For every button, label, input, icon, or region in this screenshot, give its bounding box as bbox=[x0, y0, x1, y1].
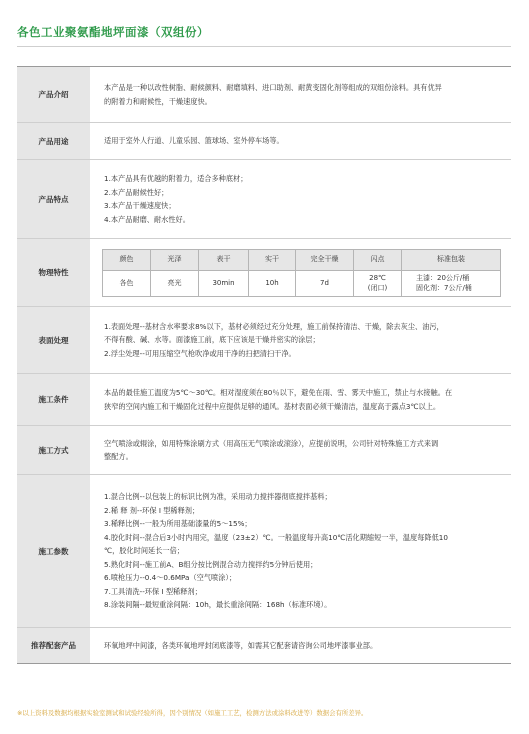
row-label: 施工参数 bbox=[17, 475, 90, 627]
row-content bbox=[90, 475, 511, 627]
row-label: 产品特点 bbox=[17, 160, 90, 238]
cell-surface-dry: 30min bbox=[199, 270, 249, 296]
text-line: 2.浮尘处理--可用压缩空气枪吹净或用干净的扫把清扫干净。 bbox=[104, 348, 296, 358]
title-divider bbox=[17, 46, 511, 47]
text-line: 5.熟化时间--施工前A、B组分按比例混合动力搅拌约5分钟后使用； bbox=[104, 559, 318, 569]
row-content bbox=[90, 123, 511, 159]
text-line: 环氧地坪中间漆，各类环氧地坪封闭底漆等，如需其它配套请咨询公司地坪漆事业部。 bbox=[104, 640, 378, 650]
header-flash-point: 闪点 bbox=[354, 249, 402, 270]
row-content bbox=[90, 374, 511, 425]
text-line: 狭窄的空间内施工和干燥固化过程中应提供足够的通风。基材表面必须干燥清洁，温度高于露点3℃以上。 bbox=[104, 401, 441, 411]
text-line: 4.胶化时间--混合后3小时内用完，温度（23±2）℃。一般温度每升高10℃活化期缩短一半，温度每降低10 bbox=[104, 532, 448, 542]
header-color: 颜色 bbox=[103, 249, 151, 270]
cell-package bbox=[402, 270, 501, 296]
table-header-row bbox=[103, 249, 501, 270]
text-line: 6.喷枪压力--0.4～0.6MPa（空气喷涂）； bbox=[104, 573, 237, 583]
row-product-use bbox=[17, 123, 511, 160]
cell-full-dry: 7d bbox=[296, 270, 354, 296]
text-line: 2.稀 释 剂--环保 I 型稀释剂； bbox=[104, 505, 200, 515]
text-line: 7.工具清洗--环保 I 型稀释剂； bbox=[104, 586, 202, 596]
row-content bbox=[90, 628, 511, 663]
package-hardener: 固化剂：7公斤/桶 bbox=[416, 284, 472, 292]
table-row bbox=[103, 270, 501, 296]
row-label: 产品用途 bbox=[17, 123, 90, 159]
row-application-conditions bbox=[17, 374, 511, 426]
disclaimer-footnote: ※以上资料及数据均根据实验室测试和试验经验所得，因个别情况（如施工工艺，检测方法或涂料改进等）数据会有所差异。 bbox=[17, 709, 368, 717]
text-line: 空气喷涂或辊涂，如用特殊涂刷方式（用高压无气喷涂或滚涂），应提前说明，公司针对特殊施工方式来调 bbox=[104, 438, 439, 448]
row-content bbox=[90, 307, 511, 373]
text-line: 8.涂装间隔--最短重涂间隔：10h，最长重涂间隔：168h（标准环境）。 bbox=[104, 600, 332, 610]
row-label: 表面处理 bbox=[17, 307, 90, 373]
text-line: 4.本产品耐磨、耐水性好。 bbox=[104, 214, 190, 224]
text-line: 的附着力和耐候性，干燥速度快。 bbox=[104, 96, 212, 106]
header-surface-dry: 表干 bbox=[199, 249, 249, 270]
page-title: 各色工业聚氨酯地坪面漆（双组份） bbox=[17, 25, 209, 39]
cell-color: 各色 bbox=[103, 270, 151, 296]
row-application-method bbox=[17, 426, 511, 475]
row-physical-properties bbox=[17, 239, 511, 307]
header-full-dry: 完全干燥 bbox=[296, 249, 354, 270]
flash-point-note: (闭口) bbox=[367, 284, 388, 292]
row-content bbox=[90, 67, 511, 122]
row-surface-treatment bbox=[17, 307, 511, 374]
text-line: 3.本产品干燥速度快； bbox=[104, 201, 176, 210]
row-label: 施工方式 bbox=[17, 426, 90, 474]
text-line: 本产品是一种以改性树脂、耐候颜料、耐磨填料、进口助剂、耐黄变固化剂等组成的双组份涂料。具有优异 bbox=[104, 83, 442, 92]
text-line: 1.本产品具有优越的附着力，适合多种底材； bbox=[104, 174, 248, 183]
header-gloss: 光泽 bbox=[151, 249, 199, 270]
text-line: 本品的最佳施工温度为5℃～30℃。相对湿度须在80％以下，避免在雨、雪、雾天中施工，禁止与水接触。在 bbox=[104, 388, 453, 397]
spec-table bbox=[17, 66, 511, 664]
row-product-intro bbox=[17, 67, 511, 123]
row-content bbox=[90, 160, 511, 238]
text-line: 1.混合比例--以包装上的标识比例为准，采用动力搅拌器彻底搅拌基料； bbox=[104, 492, 332, 502]
text-line: 适用于室外人行道、儿童乐园、篮球场、室外停车场等。 bbox=[104, 136, 284, 146]
text-line: 3.稀释比例--一般为所用基础漆量的5～15%； bbox=[104, 519, 252, 529]
package-main: 主漆：20公斤/桶 bbox=[416, 274, 470, 282]
row-product-features bbox=[17, 160, 511, 239]
text-line: 不得有酸、碱、水等。面漆施工前，底下应该是干燥并密实的涂层； bbox=[104, 335, 320, 345]
flash-point-value: 28℃ bbox=[369, 274, 386, 282]
row-label: 施工条件 bbox=[17, 374, 90, 425]
text-line: 2.本产品耐候性好； bbox=[104, 187, 169, 197]
row-label: 产品介绍 bbox=[17, 67, 90, 122]
cell-gloss: 亮光 bbox=[151, 270, 199, 296]
text-line: 整配方。 bbox=[104, 452, 133, 461]
row-label: 推荐配套产品 bbox=[17, 628, 90, 663]
cell-hard-dry: 10h bbox=[249, 270, 296, 296]
text-line: ℃，胶化时间延长一倍； bbox=[104, 546, 184, 556]
header-package: 标准包装 bbox=[402, 249, 501, 270]
cell-flash-point bbox=[354, 270, 402, 296]
row-recommended-products bbox=[17, 628, 511, 663]
text-line: 1.表面处理--基材含水率要求8%以下，基材必须经过充分处理，施工前保持清洁、干燥，除去灰尘、油污， bbox=[104, 321, 444, 331]
physical-properties-table bbox=[102, 249, 501, 297]
row-application-parameters bbox=[17, 475, 511, 628]
row-label: 物理特性 bbox=[17, 239, 90, 306]
row-content bbox=[90, 426, 511, 474]
header-hard-dry: 实干 bbox=[249, 249, 296, 270]
row-content bbox=[90, 239, 513, 306]
